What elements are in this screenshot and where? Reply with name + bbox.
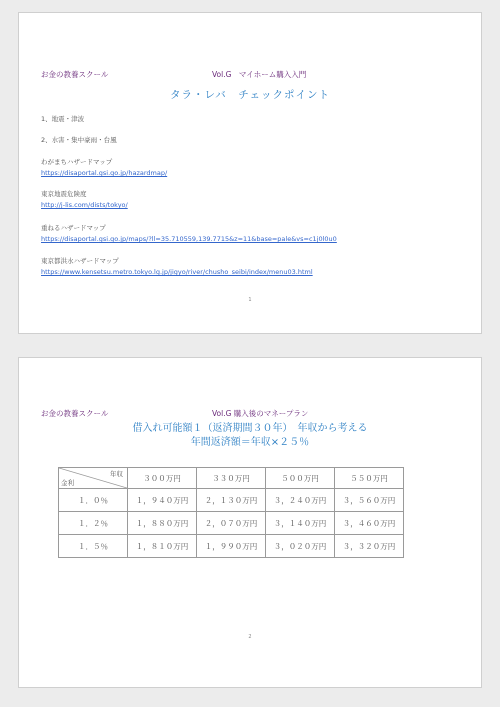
table-cell: ２，１３０万円 xyxy=(197,489,266,512)
rate-cell: １．２％ xyxy=(59,512,128,535)
table-cell: ３，３２０万円 xyxy=(335,535,404,558)
rate-cell: １．０％ xyxy=(59,489,128,512)
table-cell: １，９９０万円 xyxy=(197,535,266,558)
table-cell: ３，１４０万円 xyxy=(266,512,335,535)
rate-cell: １．５％ xyxy=(59,535,128,558)
column-header: ３３０万円 xyxy=(197,468,266,489)
resource-link[interactable]: https://disaportal.gsi.go.jp/maps/?ll=35.710559,139.7715&z=11&base=pale&vs=c1j0l0u0 xyxy=(41,235,337,243)
school-name: お金の教養スクール xyxy=(41,70,109,79)
table-header-row xyxy=(59,468,404,489)
table-cell: １，９４０万円 xyxy=(128,489,197,512)
resource-label: 東京地震危険度 xyxy=(41,190,87,198)
resource-label: 重ねるハザードマップ xyxy=(41,224,106,232)
table-row xyxy=(59,512,404,535)
resource-link[interactable]: https://disaportal.gsi.go.jp/hazardmap/ xyxy=(41,169,168,177)
checkpoint-item-flood: 2、水害・集中豪雨・台風 xyxy=(41,136,117,144)
column-header: ５５０万円 xyxy=(335,468,404,489)
table-row xyxy=(59,535,404,558)
page-subtitle: 年間返済額＝年収×２５％ xyxy=(190,437,310,448)
resource-link[interactable]: http://j-lis.com/dists/tokyo/ xyxy=(41,201,128,209)
resource-label: 東京都洪水ハザードマップ xyxy=(41,257,119,265)
column-header: ５００万円 xyxy=(266,468,335,489)
column-header: ３００万円 xyxy=(128,468,197,489)
page-title: 借入れ可能額１（返済期間３０年） 年収から考える xyxy=(132,423,368,434)
table-cell: ２，０７０万円 xyxy=(197,512,266,535)
volume-title: Vol.G 購入後のマネープラン xyxy=(212,409,309,418)
school-name: お金の教養スクール xyxy=(41,409,109,418)
table-cell: ３，４６０万円 xyxy=(335,512,404,535)
document-page-1 xyxy=(18,12,482,334)
table-cell: ３，５６０万円 xyxy=(335,489,404,512)
table-cell: １，８１０万円 xyxy=(128,535,197,558)
loan-capacity-table xyxy=(58,467,404,558)
volume-title: Vol.G マイホーム購入入門 xyxy=(212,70,307,79)
table-corner-cell xyxy=(59,468,128,489)
page-number: 1 xyxy=(248,297,252,303)
table-cell: ３，０２０万円 xyxy=(266,535,335,558)
resource-label: わがまちハザードマップ xyxy=(41,158,113,166)
corner-label-income: 年収 xyxy=(110,470,123,478)
corner-label-rate: 金利 xyxy=(61,479,74,487)
table-cell: ３，２４０万円 xyxy=(266,489,335,512)
table-row xyxy=(59,489,404,512)
resource-link[interactable]: https://www.kensetsu.metro.tokyo.lg.jp/jigyo/river/chusho_seibi/index/menu03.html xyxy=(41,268,313,276)
table-cell: １，８８０万円 xyxy=(128,512,197,535)
page-title: タラ・レバ チェックポイント xyxy=(170,89,330,101)
checkpoint-item-earthquake: 1、地震・津波 xyxy=(41,115,85,123)
document-page-2 xyxy=(18,357,482,688)
page-number: 2 xyxy=(248,634,252,640)
